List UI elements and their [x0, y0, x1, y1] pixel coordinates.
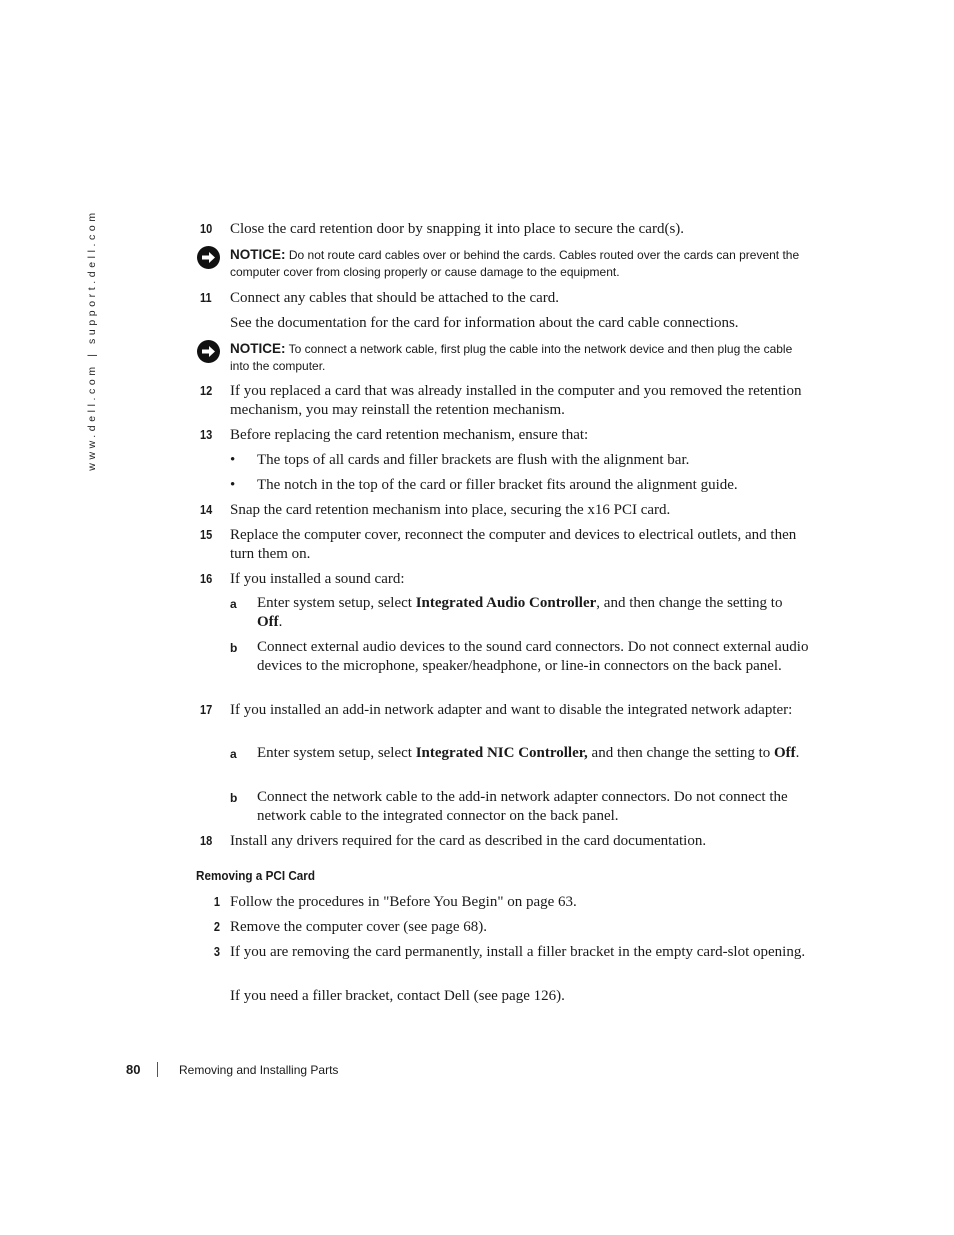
- substep-text: Enter system setup, select Integrated Audio Controller, and then change the setting to Off.: [257, 595, 783, 630]
- step-text: Install any drivers required for the card as described in the card documentation.: [230, 833, 707, 849]
- step-number: 11: [200, 291, 212, 305]
- footer-title: Removing and Installing Parts: [179, 1063, 339, 1077]
- step-number: 12: [200, 384, 213, 398]
- step-text: Connect any cables that should be attached to the card.: [230, 290, 560, 306]
- page-number: 80: [126, 1062, 141, 1077]
- setting-value: Off: [257, 614, 279, 630]
- notice-arrow-icon: [197, 340, 220, 363]
- step-text: Replace the computer cover, reconnect the computer and devices to electrical outlets, and then turn them on.: [230, 527, 797, 562]
- notice-arrow-icon: [197, 246, 220, 269]
- substep-letter: a: [230, 597, 237, 611]
- step-number: 2: [213, 920, 220, 934]
- step-number: 16: [200, 572, 213, 586]
- substep-text: Enter system setup, select Integrated NIC Controller, and then change the setting to Off.: [257, 745, 800, 761]
- step-text: Follow the procedures in "Before You Begin" on page 63.: [230, 894, 577, 910]
- notice-text: Do not route card cables over or behind the cards. Cables routed over the cards can prevent the computer cover from closing properly or cause damage to the equipment.: [230, 248, 800, 279]
- substep-text: Connect the network cable to the add-in network adapter connectors. Do not connect the network cable to the integrated connector on the back panel.: [257, 789, 788, 824]
- sidebar-url-text: www.dell.com | support.dell.com: [86, 209, 98, 471]
- step-number: 13: [200, 428, 213, 442]
- section-heading: Removing a PCI Card: [196, 868, 315, 883]
- setting-value: Off: [774, 745, 796, 761]
- bullet-text: The tops of all cards and filler brackets are flush with the alignment bar.: [257, 452, 690, 468]
- section-note: If you need a filler bracket, contact Dell (see page 126).: [230, 988, 565, 1004]
- setting-name: Integrated NIC Controller,: [415, 745, 588, 761]
- substep-letter: a: [230, 747, 237, 761]
- setting-name: Integrated Audio Controller: [415, 595, 597, 611]
- step-text: Snap the card retention mechanism into place, securing the x16 PCI card.: [230, 502, 671, 518]
- step-text: If you installed an add-in network adapter and want to disable the integrated network adapter:: [230, 702, 793, 718]
- notice-body: [230, 246, 810, 281]
- bullet-text: The notch in the top of the card or filler bracket fits around the alignment guide.: [257, 477, 738, 493]
- step-11-note: See the documentation for the card for information about the card cable connections.: [230, 315, 739, 331]
- step-text: If you replaced a card that was already installed in the computer and you removed the retention mechanism, you may reinstall the retention mechanism.: [230, 383, 802, 418]
- step-number: 17: [200, 703, 213, 717]
- step-text: Remove the computer cover (see page 68).: [230, 919, 487, 935]
- step-number: 10: [200, 222, 213, 236]
- step-number: 18: [200, 834, 213, 848]
- step-number: 3: [213, 945, 220, 959]
- step-number: 14: [200, 503, 213, 517]
- notice-text: To connect a network cable, first plug the cable into the network device and then plug the cable into the computer.: [230, 342, 793, 373]
- step-text: Before replacing the card retention mechanism, ensure that:: [230, 427, 589, 443]
- bullet-dot: •: [230, 477, 236, 493]
- substep-letter: b: [230, 641, 238, 655]
- step-text: If you are removing the card permanently, install a filler bracket in the empty card-slot opening.: [230, 944, 806, 960]
- step-number: 1: [213, 895, 220, 909]
- footer-divider: [157, 1062, 158, 1077]
- substep-letter: b: [230, 791, 238, 805]
- bullet-dot: •: [230, 452, 236, 468]
- sidebar-url: [85, 209, 99, 471]
- notice-label: NOTICE:: [230, 341, 286, 356]
- notice-label: NOTICE:: [230, 247, 286, 262]
- notice-body: [230, 340, 810, 375]
- substep-text: Connect external audio devices to the sound card connectors. Do not connect external audio devices to the microphone, speaker/headphone, or line-in connectors on the back panel.: [257, 639, 809, 674]
- step-text: Close the card retention door by snapping it into place to secure the card(s).: [230, 221, 685, 237]
- step-text: If you installed a sound card:: [230, 571, 405, 587]
- step-number: 15: [200, 528, 213, 542]
